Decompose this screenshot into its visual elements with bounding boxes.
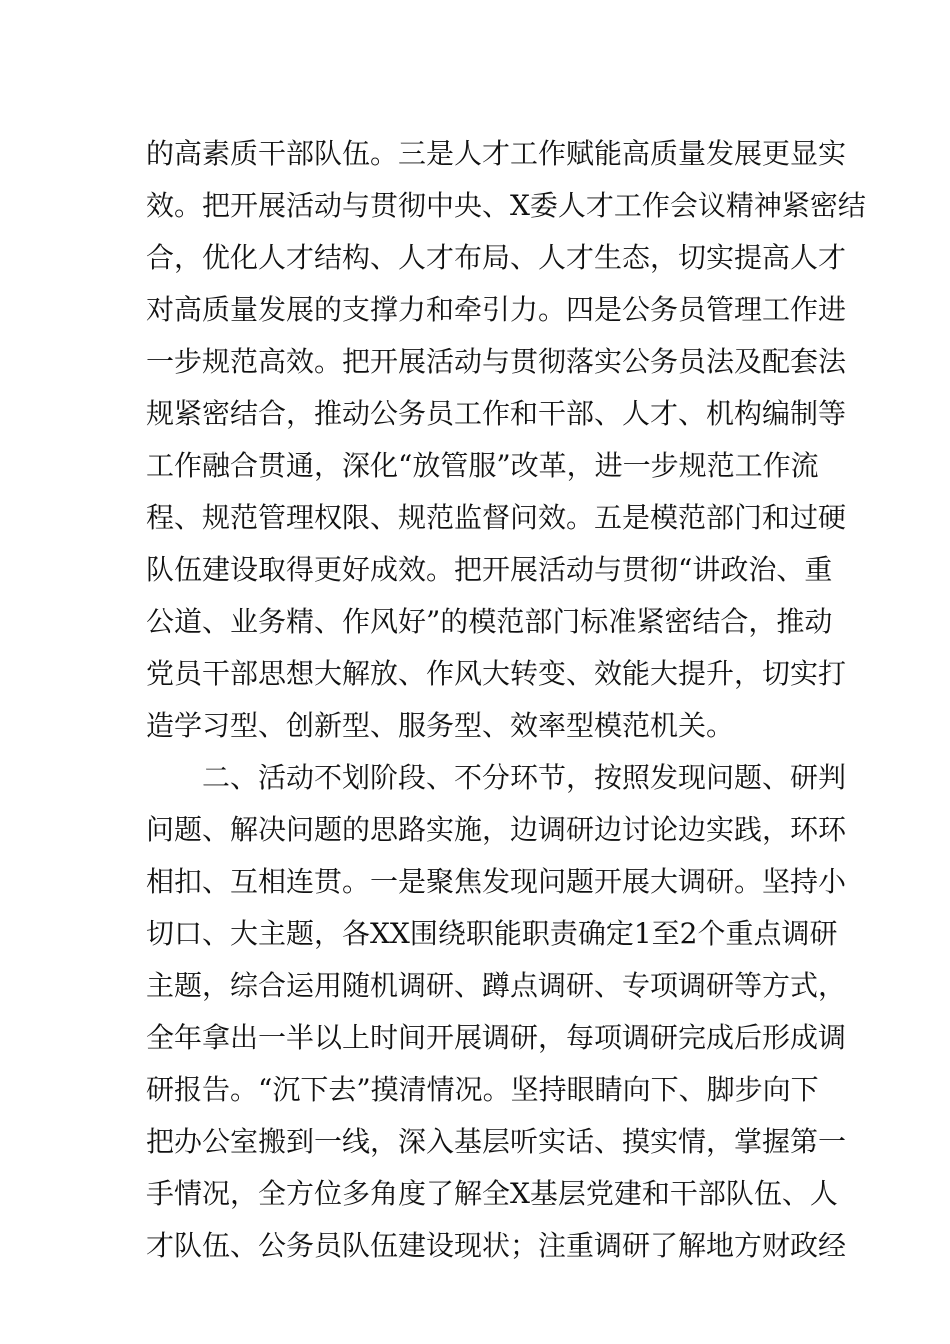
text-line: 队伍建设取得更好成效。把开展活动与贯彻“讲政治、重 — [146, 553, 833, 586]
text-line: 相扣、互相连贯。一是聚焦发现问题开展大调研。坚持小 — [146, 865, 847, 898]
text-line: 全年拿出一半以上时间开展调研，每项调研完成后形成调 — [146, 1021, 847, 1054]
text-line: 造学习型、创新型、服务型、效率型模范机关。 — [146, 709, 735, 742]
text-line: 一步规范高效。把开展活动与贯彻落实公务员法及配套法 — [146, 345, 847, 378]
text-line: 研报告。“沉下去”摸清情况。坚持眼睛向下、脚步向下 — [146, 1073, 819, 1106]
text-line: 切口、大主题，各XX围绕职能职责确定1至2个重点调研 — [146, 917, 838, 950]
body-text — [146, 128, 866, 1272]
text-line: 手情况，全方位多角度了解全X基层党建和干部队伍、人 — [146, 1177, 838, 1210]
text-line: 二、活动不划阶段、不分环节，按照发现问题、研判 — [202, 761, 847, 794]
text-line: 效。把开展活动与贯彻中央、X委人才工作会议精神紧密结 — [146, 189, 866, 222]
text-line: 合，优化人才结构、人才布局、人才生态，切实提高人才 — [146, 241, 847, 274]
text-line: 公道、业务精、作风好”的模范部门标准紧密结合，推动 — [146, 605, 833, 638]
text-line: 工作融合贯通，深化“放管服”改革，进一步规范工作流 — [146, 449, 819, 482]
paragraph-2 — [146, 752, 847, 1272]
text-line: 规紧密结合，推动公务员工作和干部、人才、机构编制等 — [146, 397, 847, 430]
text-line: 把办公室搬到一线，深入基层听实话、摸实情，掌握第一 — [146, 1125, 847, 1158]
text-line: 党员干部思想大解放、作风大转变、效能大提升，切实打 — [146, 657, 847, 690]
paragraph-1 — [146, 128, 866, 752]
text-line: 主题，综合运用随机调研、蹲点调研、专项调研等方式， — [146, 969, 847, 1002]
text-line: 对高质量发展的支撑力和牵引力。四是公务员管理工作进 — [146, 293, 847, 326]
text-line: 的高素质干部队伍。三是人才工作赋能高质量发展更显实 — [146, 137, 847, 170]
text-line: 问题、解决问题的思路实施，边调研边讨论边实践，环环 — [146, 813, 847, 846]
text-line: 程、规范管理权限、规范监督问效。五是模范部门和过硬 — [146, 501, 847, 534]
text-line: 才队伍、公务员队伍建设现状；注重调研了解地方财政经 — [146, 1229, 847, 1262]
